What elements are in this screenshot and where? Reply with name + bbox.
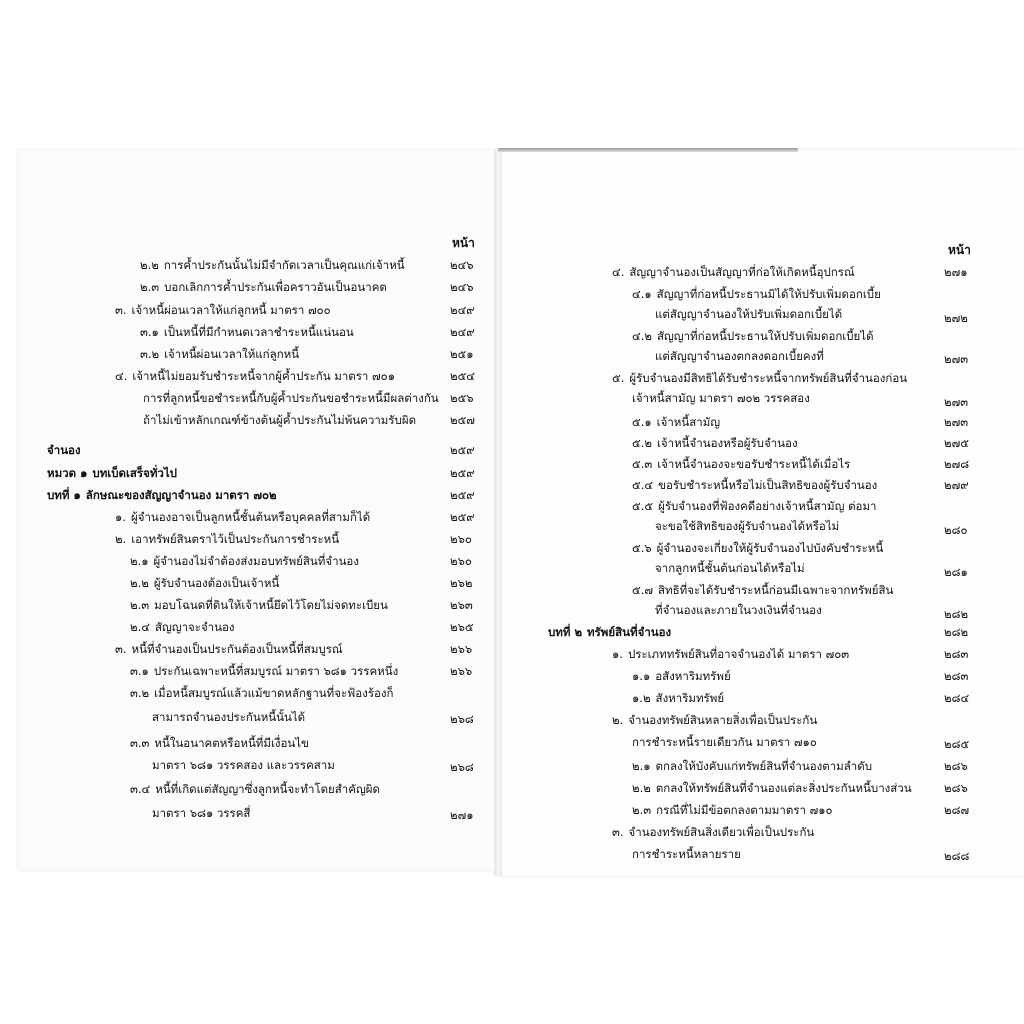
toc-page-number: ๒๗๑ [450,808,474,822]
toc-page-number: ๒๘๖ [944,781,968,795]
toc-entry-title: สัญญาจะจำนอง [154,620,235,634]
toc-entry [612,647,849,661]
toc-entry-title: มาตรา ๖๘๑ วรรคสี่ [152,806,251,820]
toc-entry [632,669,731,683]
toc-entry-number: ๓.๓ [130,736,150,750]
toc-entry-title: บทเบ็ดเสร็จทั่วไป [92,466,177,480]
toc-entry-title: ประกันเฉพาะหนี้ที่สมบูรณ์ มาตรา ๖๘๑ วรรคหนึ่ง [153,664,399,678]
toc-entry-title: จำนองทรัพย์สินสิ่งเดียวเพื่อเป็นประกัน [628,825,815,839]
toc-entry [140,258,405,272]
toc-entry-number: ๑.๒ [632,691,651,705]
toc-page-number: ๒๕๗ [450,413,475,427]
toc-entry [612,713,817,727]
toc-page-number: ๒๔๙ [450,303,475,317]
toc-entry-number: ๒. [115,532,127,546]
toc-entry-title: สัญญาที่ก่อหนี้ประธานให้ปรับเพิ่มดอกเบี้ยได้ [656,329,874,343]
toc-entry [130,664,398,678]
book-spine [494,150,502,876]
toc-page-number: ๒๗๓ [944,352,969,366]
toc-entry-number: ๒.๑ [632,759,651,773]
toc-entry-number: ๔. [115,369,128,383]
toc-entry-title: การค้ำประกันนั้นไม่มีจำกัดเวลาเป็นคุณแก่เจ้าหนี้ [163,258,405,272]
toc-entry-number: หมวด ๑ [47,466,88,480]
toc-entry [632,436,798,450]
toc-entry [143,413,416,427]
toc-entry [130,686,394,700]
toc-entry-number: ๓. [612,825,624,839]
toc-page-number: ๒๖๕ [450,620,474,634]
toc-entry [632,541,883,555]
toc-entry-title: ผู้จำนองจะเกี่ยงให้ผู้รับจำนองไปบังคับชำระหนี้ [656,541,884,555]
toc-entry [130,736,309,750]
toc-entry-title: ผู้จำนองไม่จำต้องส่งมอบทรัพย์สินที่จำนอง [153,554,359,568]
toc-entry [115,369,395,383]
toc-entry-number: ๕.๔ [632,478,654,492]
toc-entry-title: ตกลงให้ทรัพย์สินที่จำนองแต่ละสิ่งประกันหนี้บางส่วน [655,781,912,795]
toc-entry [632,781,912,795]
toc-entry-number: ๕.๕ [632,499,654,513]
toc-entry [115,510,370,524]
toc-entry [152,758,335,772]
toc-entry [140,280,387,294]
toc-entry-number: ๒.๒ [130,576,149,590]
toc-entry-number: ๒.๑ [130,554,149,568]
toc-entry [47,488,277,502]
toc-page-number: ๒๘๗ [944,803,970,817]
toc-entry [47,466,177,480]
toc-page-number: ๒๘๐ [944,523,968,537]
toc-page-number: ๒๗๑ [944,265,968,279]
toc-entry-title: สิทธิที่จะได้รับชำระหนี้ก่อนมีเฉพาะจากทรัพย์สิน [658,583,894,597]
toc-entry-title: เจ้าหนี้ผ่อนเวลาให้แก่ลูกหนี้ มาตรา ๗๐๐ [131,303,331,317]
toc-page-number: ๒๖๘ [450,760,474,774]
toc-page-number: ๒๖๓ [450,598,473,612]
toc-entry [130,782,380,796]
toc-entry [655,349,824,363]
toc-entry [612,825,814,839]
toc-entry-title: หนี้ที่เกิดแต่สัญญาซึ่งลูกหนี้จะทำโดยสำคัญผิด [155,782,380,796]
toc-entry-title: เจ้าหนี้จำนองจะขอรับชำระหนี้ได้เมื่อไร [657,457,851,471]
toc-entry [655,603,822,617]
toc-page-number: ๒๖๖ [450,642,473,656]
toc-page-number: ๒๘๒ [944,625,969,639]
toc-entry-number: ๓.๒ [130,686,150,700]
toc-entry-number: ๕.๓ [632,457,653,471]
toc-page-number: ๒๕๙ [450,488,475,502]
toc-entry-title: มอบโฉนดที่ดินให้เจ้าหนี้ยึดไว้โดยไม่จดทะเบียน [154,598,388,612]
toc-entry-title: เป็นหนี้ที่มีกำหนดเวลาชำระหนี้แน่นอน [163,325,354,339]
toc-entry-title: หนี้ที่จำนองเป็นประกันต้องเป็นหนี้ที่สมบูรณ์ [131,642,343,656]
toc-page-number: ๒๕๖ [450,391,474,405]
toc-entry-title: บอกเลิกการค้ำประกันเพื่อคราวอันเป็นอนาคต [164,280,387,294]
toc-entry-title: จะขอใช้สิทธิของผู้รับจำนองได้หรือไม่ [655,519,840,533]
toc-page-number: ๒๗๓ [944,415,969,429]
toc-entry-title: ทรัพย์สินที่จำนอง [587,625,672,639]
toc-entry [152,710,305,724]
toc-entry [632,803,833,817]
toc-entry-title: ขอรับชำระหนี้หรือไม่เป็นสิทธิของผู้รับจำนอง [658,478,878,492]
toc-entry-title: แต่สัญญาจำนองตกลงดอกเบี้ยคงที่ [655,349,824,363]
toc-entry [115,532,339,546]
toc-entry-number: ๔. [612,265,625,279]
toc-entry [612,371,907,385]
toc-entry [655,519,839,533]
toc-entry-title: เอาทรัพย์สินตราไว้เป็นประกันการชำระหนี้ [131,532,340,546]
toc-entry-number: ๓. [115,642,127,656]
toc-entry [632,847,741,861]
toc-entry-number: ๓.๒ [140,347,160,361]
toc-page-number: ๒๘๖ [944,759,968,773]
toc-entry-title: การที่ลูกหนี้ขอชำระหนี้กับผู้ค้ำประกันขอชำระหนี้มีผลต่างกัน [143,391,439,405]
toc-entry [632,287,881,301]
toc-entry [152,806,250,820]
toc-entry-number: ๓.๑ [130,664,149,678]
toc-entry-number: ๒.๓ [130,598,150,612]
toc-entry [130,620,235,634]
toc-entry-number: ๕. [612,371,625,385]
toc-page-number: ๒๔๖ [450,280,474,294]
toc-entry [632,478,877,492]
toc-entry-number: ๓.๔ [130,782,151,796]
toc-entry-number: ๒.๓ [632,803,652,817]
toc-entry [632,583,893,597]
toc-entry-number: ๒.๓ [140,280,160,294]
toc-entry-title: เจ้าหนี้สามัญ มาตรา ๗๐๒ วรรคสอง [632,391,810,405]
toc-page-number: ๒๘๘ [944,849,970,863]
toc-page-number: ๒๖๐ [450,554,472,568]
toc-entry-title: เจ้าหนี้สามัญ [656,415,721,429]
toc-entry-number: ๒.๔ [130,620,150,634]
toc-entry-title: เจ้าหนี้จำนองหรือผู้รับจำนอง [656,436,798,450]
toc-entry-title: สัญญาจำนองเป็นสัญญาที่ก่อให้เกิดหนี้อุปกรณ์ [629,265,855,279]
toc-entry-title: จำนองทรัพย์สินหลายสิ่งเพื่อเป็นประกัน [628,713,818,727]
toc-entry-number: ๕.๑ [632,415,652,429]
toc-entry-number: ๓.๑ [140,325,159,339]
toc-entry [632,391,810,405]
toc-entry [632,457,850,471]
toc-entry-number: ๔.๑ [632,287,652,301]
right-page-column-header: หน้า [948,243,971,257]
toc-page-number: ๒๕๑ [450,347,474,361]
toc-page-number: ๒๔๙ [450,325,475,339]
toc-entry-title: กรณีที่ไม่มีข้อตกลงตามมาตรา ๗๑๐ [656,803,833,817]
toc-entry-number: บทที่ ๑ [47,488,81,502]
toc-entry [140,325,354,339]
toc-entry-title: ตกลงให้บังคับแก่ทรัพย์สินที่จำนองตามลำดับ [655,759,873,773]
toc-entry-title: ผู้รับจำนองมีสิทธิได้รับชำระหนี้จากทรัพย์สินที่จำนองก่อน [629,371,908,385]
toc-page-number: ๒๗๙ [944,478,969,492]
toc-entry-number: ๒.๒ [140,258,159,272]
toc-entry-title: ลักษณะของสัญญาจำนอง มาตรา ๗๐๒ [85,488,277,502]
toc-entry [632,735,817,749]
toc-entry-number: ๔.๒ [632,329,652,343]
toc-page-number: ๒๘๓ [944,669,969,683]
toc-page-number: ๒๖๒ [450,576,473,590]
left-page-column-header: หน้า [452,236,475,250]
toc-entry [612,265,855,279]
toc-entry-title: จากลูกหนี้ชั้นต้นก่อนได้หรือไม่ [655,561,805,575]
toc-entry-number: ๑. [115,510,126,524]
toc-page-number: ๒๔๖ [450,258,474,272]
toc-entry-title: อสังหาริมทรัพย์ [655,669,731,683]
toc-entry-number: ๓. [115,303,127,317]
toc-entry [115,642,343,656]
toc-entry [655,307,842,321]
toc-entry [130,598,388,612]
toc-entry-title: เจ้าหนี้ผ่อนเวลาให้แก่ลูกหนี้ [164,347,300,361]
toc-entry [140,347,299,361]
toc-entry-title: สัญญาที่ก่อหนี้ประธานมิได้ให้ปรับเพิ่มดอกเบี้ย [656,287,881,301]
toc-page-number: ๒๗๓ [944,395,969,409]
toc-entry [130,576,279,590]
toc-entry [632,691,724,705]
toc-entry-title: ผู้รับจำนองที่ฟ้องคดีอย่างเจ้าหนี้สามัญ ต่อมา [658,499,877,513]
toc-page-number: ๒๕๔ [450,369,475,383]
toc-entry-number: ๑. [612,647,623,661]
toc-page-number: ๒๘๒ [944,607,969,621]
toc-entry-title: ประเภททรัพย์สินที่อาจจำนองได้ มาตรา ๗๐๓ [627,647,850,661]
toc-page-number: ๒๘๑ [944,565,968,579]
toc-page-number: ๒๗๘ [944,457,970,471]
toc-entry-title: ผู้จำนองอาจเป็นลูกหนี้ชั้นต้นหรือบุคคลที่สามก็ได้ [130,510,371,524]
toc-entry [143,391,439,405]
toc-entry [548,625,671,639]
toc-entry [632,329,874,343]
toc-entry-title: การชำระหนี้หลายราย [632,847,741,861]
toc-page-number: ๒๘๓ [944,647,969,661]
toc-entry [655,561,805,575]
toc-entry [632,415,720,429]
toc-entry-title: จำนอง [47,443,81,457]
toc-entry-title: ถ้าไม่เข้าหลักเกณฑ์ข้างต้นผู้ค้ำประกันไม่พ้นความรับผิด [143,413,417,427]
toc-entry-title: ที่จำนองและภายในวงเงินที่จำนอง [655,603,822,617]
toc-entry-title: การชำระหนี้รายเดียวกัน มาตรา ๗๑๐ [632,735,817,749]
toc-entry-title: สามารถจำนองประกันหนี้นั้นได้ [152,710,306,724]
toc-entry-number: ๕.๖ [632,541,652,555]
toc-entry-title: ผู้รับจำนองต้องเป็นเจ้าหนี้ [153,576,280,590]
toc-entry [632,499,877,513]
toc-page-number: ๒๖๖ [450,664,473,678]
toc-page-number: ๒๘๔ [944,691,970,705]
page-top-edge [498,148,798,152]
toc-entry [632,759,872,773]
toc-entry-number: ๕.๒ [632,436,652,450]
toc-entry-title: เมื่อหนี้สมบูรณ์แล้วแม้ขาดหลักฐานที่จะฟ้องร้องก็ [154,686,394,700]
toc-entry-title: แต่สัญญาจำนองให้ปรับเพิ่มดอกเบี้ยได้ [655,307,843,321]
toc-page-number: ๒๖๘ [450,712,474,726]
toc-entry-number: ๒.๒ [632,781,651,795]
toc-entry-number: ๒. [612,713,624,727]
toc-page-number: ๒๕๙ [450,443,475,457]
toc-entry-number: ๕.๗ [632,583,654,597]
toc-entry-title: เจ้าหนี้ไม่ยอมรับชำระหนี้จากผู้ค้ำประกัน มาตรา ๗๐๑ [132,369,395,383]
toc-entry-number: ๑.๑ [632,669,651,683]
toc-page-number: ๒๗๒ [944,311,968,325]
toc-entry-title: มาตรา ๖๘๑ วรรคสอง และวรรคสาม [152,758,335,772]
toc-entry-number: บทที่ ๒ [548,625,583,639]
toc-page-number: ๒๗๕ [944,436,969,450]
toc-page-number: ๒๕๙ [450,510,475,524]
toc-page-number: ๒๕๙ [450,466,475,480]
toc-page-number: ๒๖๐ [450,532,472,546]
toc-entry [47,443,81,457]
toc-entry-title: สังหาริมทรัพย์ [655,691,725,705]
toc-entry-title: หนี้ในอนาคตหรือหนี้ที่มีเงื่อนไข [154,736,309,750]
toc-entry [130,554,359,568]
toc-page-number: ๒๘๕ [944,737,970,751]
toc-entry [115,303,331,317]
